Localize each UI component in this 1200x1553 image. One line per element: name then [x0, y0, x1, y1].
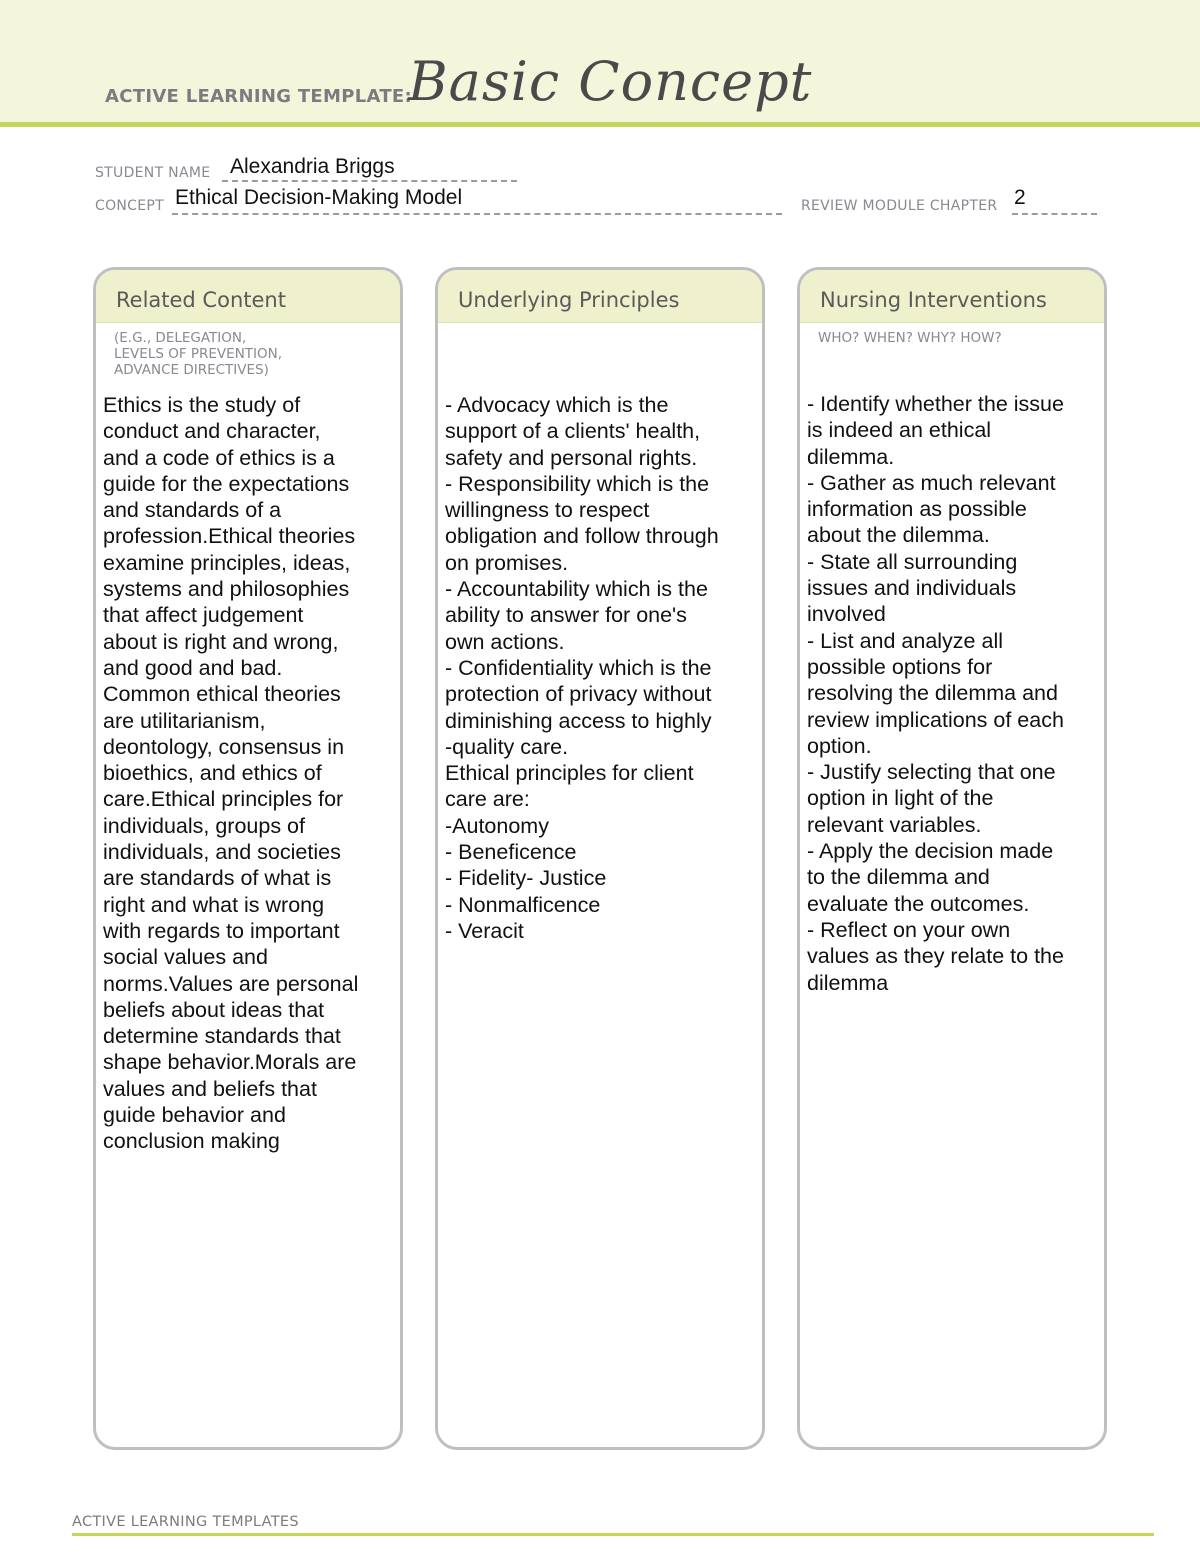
- related-content-text[interactable]: Ethics is the study of conduct and character, and a code of ethics is a guide for the expectations and standards of a profession.Ethical theories examine principles, ideas, systems and philosophies that affect judgement about is right and wrong, and good and bad. Common ethical theories are utilitarianism, deontology, consensus in bioethics, and ethics of care.Ethical principles for individuals, groups of individuals, and societies are standards of what is right and what is wrong with regards to important social values and norms.Values are personal beliefs about ideas that determine standards that shape behavior.Morals are values and beliefs that guide behavior and conclusion making: [103, 393, 359, 1154]
- card-title: Underlying Principles: [458, 288, 680, 312]
- underlying-principles-text[interactable]: - Advocacy which is the support of a clients' health, safety and personal rights. - Responsibility which is the willingness to respect obligation and follow through on promises. - Accountability which is the ability to answer for one's own actions. - Confidentiality which is the protection of privacy without diminishing access to highly -quality care. Ethical principles for client care are: -Autonomy - Beneficence - Fidelity- Justice - Nonmalficence - Veracit: [445, 393, 719, 943]
- page-title: Basic Concept: [408, 50, 813, 113]
- concept-field[interactable]: Ethical Decision-Making Model: [175, 186, 463, 209]
- template-label: ACTIVE LEARNING TEMPLATE:: [105, 86, 412, 107]
- card-subtitle: (E.G., DELEGATION, LEVELS OF PREVENTION, ADVANCE DIRECTIVES): [114, 330, 283, 378]
- card-header: [96, 270, 400, 323]
- card-nursing-interventions: [797, 267, 1107, 1450]
- review-chapter-field[interactable]: 2: [1014, 186, 1026, 209]
- footer-label: ACTIVE LEARNING TEMPLATES: [72, 1514, 299, 1530]
- student-name-line: [222, 180, 517, 182]
- card-title: Related Content: [116, 288, 286, 312]
- card-underlying-principles: [435, 267, 765, 1450]
- nursing-interventions-text[interactable]: - Identify whether the issue is indeed an ethical dilemma. - Gather as much relevant information as possible about the dilemma. - State all surrounding issues and individuals involved - List and analyze all possible options for resolving the dilemma and review implications of each option. - Justify selecting that one option in light of the relevant variables. - Apply the decision made to the dilemma and evaluate the outcomes. - Reflect on your own values as they relate to the dilemma: [807, 392, 1064, 995]
- header-rule: [0, 122, 1200, 127]
- student-name-field[interactable]: Alexandria Briggs: [230, 155, 395, 178]
- card-header: [438, 270, 762, 323]
- card-title: Nursing Interventions: [820, 288, 1047, 312]
- student-name-label: STUDENT NAME: [95, 165, 211, 181]
- concept-line: [172, 213, 782, 215]
- card-subtitle: WHO? WHEN? WHY? HOW?: [818, 330, 1002, 346]
- concept-label: CONCEPT: [95, 198, 164, 214]
- footer-rule: [72, 1533, 1154, 1536]
- card-related-content: [93, 267, 403, 1450]
- card-header: [800, 270, 1104, 323]
- review-chapter-label: REVIEW MODULE CHAPTER: [801, 198, 998, 214]
- review-chapter-line: [1012, 213, 1097, 215]
